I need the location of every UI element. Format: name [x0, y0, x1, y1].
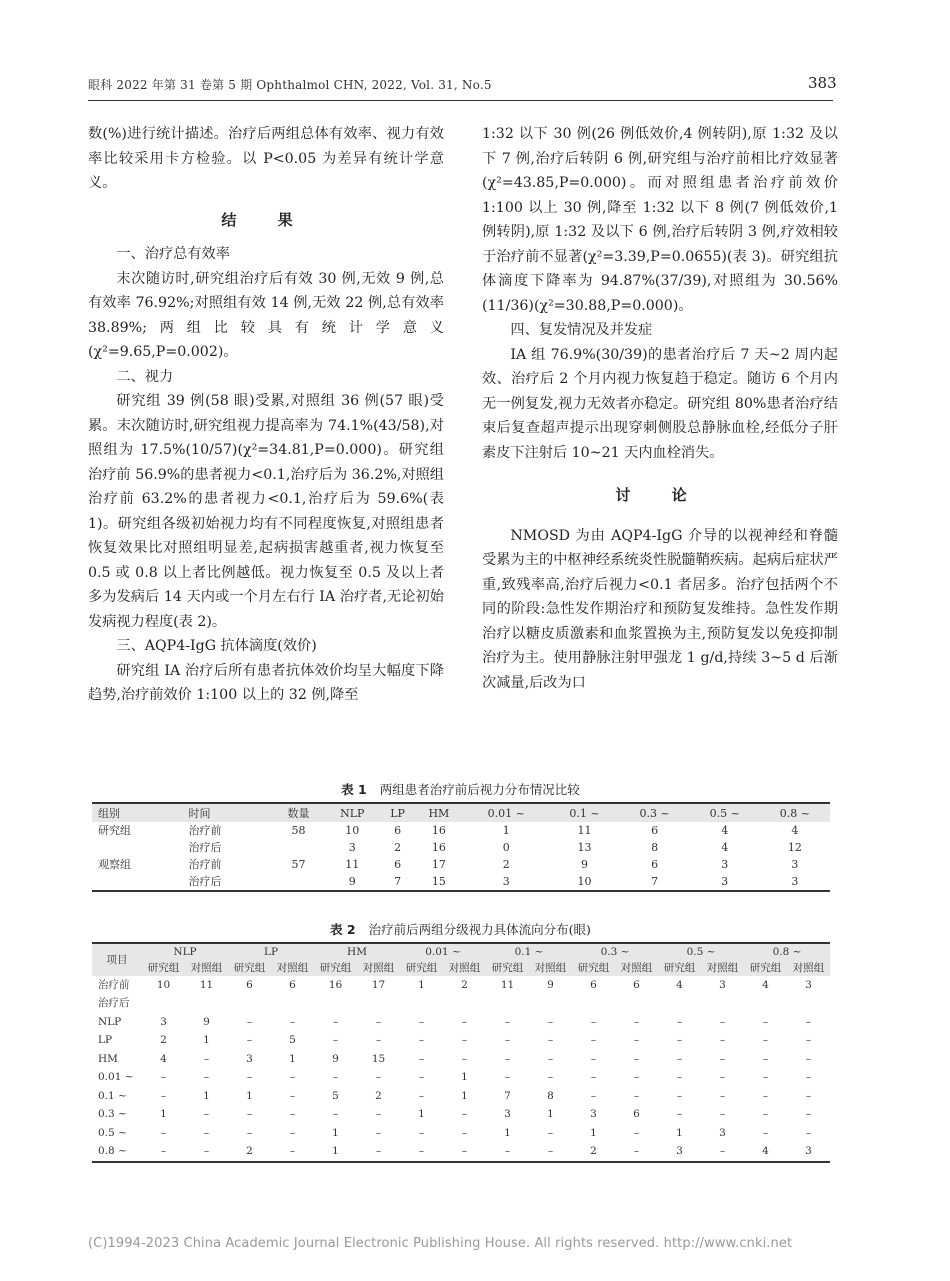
table2-cell: 3 — [719, 978, 726, 991]
paragraph: NMOSD 为由 AQP4-IgG 介导的以视神经和脊髓受累为主的中枢神经系统炎性脱髓鞘疾病。起病后症状严重,致残率高,治疗后视力<0.1 者居多。治疗包括两个不同的阶段:急性发作期治疗和预防复发维持。急性发作期治疗以糖皮质激素和血浆置换为主,预防复发以免疫抑制治疗为主。使用静脉注射甲强龙 1 g/d,持续 3~5 d 后渐次减量,后改为口 — [482, 527, 838, 691]
table2-cell: – — [805, 1052, 812, 1065]
table2-row — [92, 995, 830, 1014]
table1-caption — [88, 780, 833, 798]
table2-cell: – — [375, 1034, 382, 1047]
table2-cell: – — [805, 1089, 812, 1102]
table1-cell: 观察组 — [98, 858, 131, 871]
table2-cell: – — [418, 1089, 425, 1102]
header-rule — [88, 100, 833, 101]
table2-cell: 4 — [762, 978, 769, 991]
table2-cell: 4 — [762, 1145, 769, 1158]
table2-cell: 3 — [590, 1108, 597, 1121]
table2-cell — [314, 995, 357, 1014]
table1-cell: 15 — [431, 875, 446, 888]
table1-cell: 17 — [431, 858, 446, 871]
table2-cell: 1 — [504, 1126, 511, 1139]
table2-cell — [185, 995, 228, 1014]
table2-cell: – — [633, 1052, 640, 1065]
table2-cell: – — [160, 1145, 167, 1158]
table2-cell: 8 — [547, 1089, 554, 1102]
table2-cell: 2 — [375, 1089, 382, 1102]
table2-cell: – — [289, 1126, 296, 1139]
table2-cell: – — [762, 1015, 769, 1028]
table2-cell: – — [762, 1089, 769, 1102]
table2-cell: 3 — [805, 1145, 812, 1158]
table2-group-header: NLP — [142, 943, 228, 960]
table2-row — [92, 1124, 830, 1143]
table2-cell: – — [504, 1015, 511, 1028]
table1-cell: 11 — [345, 858, 360, 871]
table2-row — [92, 1069, 830, 1088]
table2-group-header: 0.01 ~ — [400, 943, 486, 960]
table1-cell: 9 — [581, 858, 589, 871]
table2-cell: 4 — [676, 978, 683, 991]
table1-row — [92, 873, 830, 891]
table1-cell: 12 — [787, 841, 802, 854]
table2-cell: 3 — [246, 1052, 253, 1065]
table1-header-row — [92, 803, 830, 822]
table2-cell: – — [289, 1145, 296, 1158]
table2-cell: 1 — [590, 1126, 597, 1139]
section-title-discussion: 讨 论 — [615, 486, 705, 504]
paragraph: 末次随访时,研究组治疗后有效 30 例,无效 9 例,总有效率 76.92%;对照组有效 14 例,无效 22 例,总有效率 38.89%;两组比较具有统计学意义(χ²=9.65,P=0.002)。 — [88, 270, 444, 360]
table1-row — [92, 822, 830, 839]
table1-cell: 3 — [502, 875, 510, 888]
table2-cell: – — [160, 1071, 167, 1084]
table2-cell: – — [504, 1052, 511, 1065]
table2-row — [92, 1013, 830, 1032]
table2-cell: 15 — [371, 1052, 386, 1065]
table1 — [92, 802, 830, 892]
table1-cell: 3 — [721, 858, 729, 871]
table1-header-cell: HM — [415, 803, 463, 822]
table2-cell: – — [504, 1145, 511, 1158]
table2-cell: – — [246, 1126, 253, 1139]
table1-cell: 11 — [577, 824, 592, 837]
table2-cell: – — [504, 1071, 511, 1084]
table2-cell: – — [461, 1145, 468, 1158]
table2-cell: – — [762, 1034, 769, 1047]
table2-cell: – — [633, 1145, 640, 1158]
table2-cell — [400, 995, 443, 1014]
table2-cell: – — [289, 1071, 296, 1084]
table2-cell: – — [203, 1052, 210, 1065]
table1-cell: 10 — [577, 875, 592, 888]
table2-subheader-cell: 研究组 — [400, 960, 443, 976]
table2-subheader-cell: 对照组 — [443, 960, 486, 976]
table1-cell: 57 — [291, 858, 306, 871]
table2-cell: – — [762, 1071, 769, 1084]
table2-cell: 6 — [590, 978, 597, 991]
table2-cell: – — [332, 1071, 339, 1084]
table1-cell: 7 — [394, 875, 402, 888]
table2-cell: – — [676, 1108, 683, 1121]
table2-cell: – — [547, 1145, 554, 1158]
table2-cell: 9 — [203, 1015, 210, 1028]
table2-subheader-cell: 研究组 — [486, 960, 529, 976]
table2-cell: 3 — [504, 1108, 511, 1121]
table2-cell — [228, 995, 271, 1014]
table1-cell: 研究组 — [98, 824, 131, 837]
table2-cell: 1 — [676, 1126, 683, 1139]
table2-cell: 3 — [160, 1015, 167, 1028]
table1-cell: 2 — [502, 858, 510, 871]
table1-cell: 4 — [721, 841, 729, 854]
table2-row — [92, 1106, 830, 1125]
table1-cell — [92, 873, 183, 891]
table2-subheader-cell: 对照组 — [185, 960, 228, 976]
table2-cell: 1 — [203, 1034, 210, 1047]
table1-row — [92, 839, 830, 856]
table2-subheader-row — [92, 960, 830, 976]
table2-cell: 1 — [418, 978, 425, 991]
table2-cell — [271, 995, 314, 1014]
table2-cell: – — [289, 1089, 296, 1102]
table2-cell: 11 — [500, 978, 515, 991]
table2-cell: 6 — [246, 978, 253, 991]
table2-cell: – — [805, 1108, 812, 1121]
subsection-title: 三、AQP4-IgG 抗体滴度(效价) — [116, 638, 317, 654]
table2-cell: – — [418, 1071, 425, 1084]
table2-cell: – — [805, 1126, 812, 1139]
table1-header-cell: 数量 — [273, 803, 324, 822]
table1-cell: 6 — [394, 858, 402, 871]
table1-cell — [273, 873, 324, 891]
table1-cell: 13 — [577, 841, 592, 854]
table2-cell: 治疗前 — [98, 978, 130, 991]
table2-cell: – — [246, 1108, 253, 1121]
table2-cell: 7 — [504, 1089, 511, 1102]
table2-cell — [572, 995, 615, 1014]
table2-cell: – — [375, 1145, 382, 1158]
table2-cell: – — [633, 1034, 640, 1047]
table1-header-cell: 组别 — [92, 803, 183, 822]
table2-cell: – — [461, 1034, 468, 1047]
table1-cell: 6 — [651, 824, 659, 837]
table2-subheader-cell: 研究组 — [658, 960, 701, 976]
table2-cell: 9 — [332, 1052, 339, 1065]
table2-cell: – — [676, 1015, 683, 1028]
table2-label: 表 2 — [330, 922, 356, 937]
table2-cell: – — [676, 1089, 683, 1102]
table1-cell: 治疗前 — [188, 824, 222, 837]
table2-cell: – — [160, 1126, 167, 1139]
table1-cell: 1 — [502, 824, 510, 837]
table2-cell: 1 — [160, 1108, 167, 1121]
paragraph: 数(%)进行统计描述。治疗后两组总体有效率、视力有效率比较采用卡方检验。以 P<0.05 为差异有统计学意义。 — [88, 126, 444, 191]
table1-cell: 7 — [651, 875, 659, 888]
table2-cell: – — [762, 1108, 769, 1121]
table2-row — [92, 976, 830, 995]
table2-cell: 1 — [332, 1126, 339, 1139]
table2-cell: – — [547, 1034, 554, 1047]
table2-cell: – — [805, 1015, 812, 1028]
table2-cell: 1 — [461, 1089, 468, 1102]
paragraph: 1:32 以下 30 例(26 例低效价,4 例转阴),原 1:32 及以下 7 例,治疗后转阴 6 例,研究组与治疗前相比疗效显著(χ²=43.85,P=0.000)。而对照组患者治疗前效价 1:100 以上 30 例,降至 1:32 以下 8 例(7 例低效价,1 例转阴),原 1:32 及以下 6 例,治疗后转阴 3 例,疗效相较于治疗前不显著(χ²=3.39,P=0.0655)(表 3)。研究组抗体滴度下降率为 94.87%(37/39),对照组为 30.56%(11/36)(χ²=30.88,P=0.000)。 — [482, 126, 838, 314]
table2-cell: – — [203, 1145, 210, 1158]
table1-cell: 0 — [502, 841, 510, 854]
table2-cell: 1 — [461, 1071, 468, 1084]
table2-cell: – — [332, 1108, 339, 1121]
table2-cell: – — [590, 1071, 597, 1084]
table2-cell: 17 — [371, 978, 386, 991]
table2-cell: – — [719, 1015, 726, 1028]
table1-cell: 4 — [721, 824, 729, 837]
table2-cell: – — [719, 1145, 726, 1158]
table2-cell: – — [633, 1015, 640, 1028]
table1-header-cell: 0.5 ~ — [690, 803, 760, 822]
table2-title: 治疗前后两组分级视力具体流向分布(眼) — [368, 922, 591, 937]
table2-cell: – — [418, 1034, 425, 1047]
table2-cell: – — [719, 1089, 726, 1102]
table2-cell: – — [418, 1015, 425, 1028]
table2-header-row — [92, 943, 830, 960]
table2-subheader-cell: 对照组 — [615, 960, 658, 976]
table2-cell: – — [590, 1034, 597, 1047]
left-column — [88, 122, 444, 708]
table2-cell: – — [547, 1052, 554, 1065]
table2-cell: – — [676, 1034, 683, 1047]
table2-subheader-cell: 对照组 — [529, 960, 572, 976]
table1-row — [92, 856, 830, 873]
table1-cell: 6 — [651, 858, 659, 871]
table1-cell: 2 — [394, 841, 402, 854]
table1-header-cell: NLP — [324, 803, 380, 822]
subsection-title: 二、视力 — [116, 368, 174, 385]
table2-cell: – — [805, 1071, 812, 1084]
table2-cell: NLP — [98, 1015, 122, 1028]
table2-cell: 3 — [676, 1145, 683, 1158]
table1-cell: 3 — [791, 875, 799, 888]
running-header: 眼科 2022 年第 31 卷第 5 期 Ophthalmol CHN, 2022, Vol. 31, No.5 — [88, 78, 492, 92]
paragraph: 研究组 39 例(58 眼)受累,对照组 36 例(57 眼)受累。末次随访时,研究组视力提高率为 74.1%(43/58),对照组为 17.5%(10/57)(χ²=34.81,P=0.000)。研究组治疗前 56.9%的患者视力<0.1,治疗后为 36.2%,对照组治疗前 63.2%的患者视力<0.1,治疗后为 59.6%(表 1)。研究组各级初始视力均有不同程度恢复,对照组患者恢复效果比对照组明显差,起病损害越重者,视力恢复至 0.5 或 0.8 以上者比例越低。视力恢复至 0.5 及以上者多为发病后 14 天内或一个月左右行 IA 治疗者,无论初始发病视力程度(表 2)。 — [88, 393, 444, 630]
table2-cell: – — [633, 1089, 640, 1102]
table2-cell: 2 — [160, 1034, 167, 1047]
table2-cell: 3 — [719, 1126, 726, 1139]
table2-cell: – — [590, 1089, 597, 1102]
table2-group-header: 0.5 ~ — [658, 943, 744, 960]
table2-cell: 2 — [246, 1145, 253, 1158]
table2-row — [92, 1143, 830, 1163]
table2-cell: – — [633, 1126, 640, 1139]
table2-cell: – — [160, 1089, 167, 1102]
table2-cell — [658, 995, 701, 1014]
table2-subheader-cell: 研究组 — [744, 960, 787, 976]
table2-row — [92, 1032, 830, 1051]
table2-cell: 1 — [203, 1089, 210, 1102]
table2-cell — [142, 995, 185, 1014]
table2-row — [92, 1087, 830, 1106]
table2-cell: – — [289, 1108, 296, 1121]
table1-header-cell: 时间 — [183, 803, 274, 822]
table2-subheader-cell: 对照组 — [787, 960, 830, 976]
table2 — [92, 942, 830, 1163]
table2-cell: – — [246, 1034, 253, 1047]
table1-cell: 9 — [348, 875, 356, 888]
table2-cell: – — [461, 1015, 468, 1028]
table1-cell: 3 — [791, 858, 799, 871]
table2-subheader-cell: 研究组 — [228, 960, 271, 976]
table2-cell: – — [375, 1015, 382, 1028]
table1-header-cell: 0.3 ~ — [620, 803, 690, 822]
table1-cell — [92, 839, 183, 856]
page-number: 383 — [808, 74, 837, 92]
table1-cell: 3 — [721, 875, 729, 888]
table2-cell: – — [461, 1052, 468, 1065]
table2-cell: – — [719, 1052, 726, 1065]
table2-cell: 1 — [418, 1108, 425, 1121]
table2-cell — [529, 995, 572, 1014]
table2-cell — [443, 995, 486, 1014]
table2-row — [92, 1050, 830, 1069]
table2-cell: – — [547, 1126, 554, 1139]
table1-cell: 58 — [291, 824, 306, 837]
table2-cell: – — [332, 1015, 339, 1028]
paragraph: 研究组 IA 治疗后所有患者抗体效价均呈大幅度下降趋势,治疗前效价 1:100 以上的 32 例,降至 — [88, 662, 444, 703]
table1-cell: 6 — [394, 824, 402, 837]
table2-cell: 0.1 ~ — [98, 1089, 127, 1102]
table2-cell: – — [547, 1071, 554, 1084]
table2-cell: 6 — [633, 1108, 640, 1121]
table2-cell: – — [461, 1126, 468, 1139]
table2-cell: 治疗后 — [98, 997, 130, 1010]
table2-cell: – — [289, 1015, 296, 1028]
table1-cell: 3 — [348, 841, 356, 854]
table2-caption — [88, 920, 833, 938]
table1-cell: 治疗后 — [188, 841, 222, 854]
table2-cell: 2 — [461, 978, 468, 991]
table1-label: 表 1 — [341, 782, 367, 797]
table2-cell: – — [805, 1034, 812, 1047]
table2-cell: – — [203, 1108, 210, 1121]
table2-cell: 5 — [289, 1034, 296, 1047]
table2-cell: – — [418, 1126, 425, 1139]
table2-cell: 16 — [328, 978, 343, 991]
table2-cell: 2 — [590, 1145, 597, 1158]
table2-subheader-cell: 研究组 — [572, 960, 615, 976]
table2-cell: – — [375, 1108, 382, 1121]
table2-cell: 0.3 ~ — [98, 1108, 127, 1121]
table2-subheader-cell: 研究组 — [314, 960, 357, 976]
copyright-footer: (C)1994-2023 China Academic Journal Electronic Publishing House. All rights reserved. http://www.cnki.net — [88, 1236, 793, 1251]
table2-cell — [701, 995, 744, 1014]
table2-cell: 1 — [246, 1089, 253, 1102]
subsection-title: 四、复发情况及并发症 — [510, 322, 653, 338]
table2-cell — [486, 995, 529, 1014]
table1-cell: 16 — [431, 824, 446, 837]
table2-subheader-cell: 对照组 — [271, 960, 314, 976]
section-title-results: 结 果 — [221, 210, 311, 229]
table2-cell: – — [418, 1145, 425, 1158]
table2-cell: 0.8 ~ — [98, 1145, 127, 1158]
table2-group-header: 0.1 ~ — [486, 943, 572, 960]
table2-cell: 3 — [805, 978, 812, 991]
table2-cell: – — [590, 1015, 597, 1028]
table2-cell: 6 — [289, 978, 296, 991]
table2-cell: – — [547, 1015, 554, 1028]
table1-header-cell: 0.8 ~ — [760, 803, 830, 822]
table1-header-cell: LP — [381, 803, 415, 822]
table1-header-cell: 0.01 ~ — [463, 803, 549, 822]
table1-cell: 4 — [791, 824, 799, 837]
table2-cell: 10 — [156, 978, 171, 991]
table2-cell: HM — [98, 1052, 118, 1065]
table2-cell: – — [461, 1108, 468, 1121]
table1-cell: 16 — [431, 841, 446, 854]
table2-cell: – — [418, 1052, 425, 1065]
table2-cell: – — [719, 1034, 726, 1047]
table2-group-header: HM — [314, 943, 400, 960]
table2-cell: 9 — [547, 978, 554, 991]
table2-cell: 1 — [289, 1052, 296, 1065]
table2-cell: – — [375, 1126, 382, 1139]
table2-subheader-cell: 对照组 — [357, 960, 400, 976]
table1-header-cell: 0.1 ~ — [549, 803, 619, 822]
table2-cell: 1 — [547, 1108, 554, 1121]
table2-cell — [615, 995, 658, 1014]
table2-cell: – — [762, 1052, 769, 1065]
table2-cell: 4 — [160, 1052, 167, 1065]
table2-group-header: 0.8 ~ — [744, 943, 830, 960]
table2-group-header: LP — [228, 943, 314, 960]
table2-cell — [787, 995, 830, 1014]
paragraph: IA 组 76.9%(30/39)的患者治疗后 7 天~2 周内起效、治疗后 2 个月内视力恢复趋于稳定。随访 6 个月内无一例复发,视力无效者亦稳定。研究组 80%患者治疗结束后复查超声提示出现穿刺侧股总静脉血栓,经低分子肝素皮下注射后 10~21 天内血栓消失。 — [482, 346, 838, 461]
table1-cell: 治疗后 — [188, 875, 222, 888]
table2-cell: – — [676, 1071, 683, 1084]
table2-cell: – — [762, 1126, 769, 1139]
table1-cell: 8 — [651, 841, 659, 854]
subsection-title: 一、治疗总有效率 — [116, 246, 230, 262]
table1-title: 两组患者治疗前后视力分布情况比较 — [379, 782, 580, 797]
table2-cell: 11 — [199, 978, 214, 991]
table2-subheader-cell: 研究组 — [142, 960, 185, 976]
table2-cell: – — [504, 1034, 511, 1047]
table2-cell: – — [375, 1071, 382, 1084]
table2-cell: LP — [98, 1034, 113, 1047]
table2-cell: 1 — [332, 1145, 339, 1158]
table2-subheader-cell: 对照组 — [701, 960, 744, 976]
table2-cell: 5 — [332, 1089, 339, 1102]
table2-cell: – — [203, 1071, 210, 1084]
table2-cell: – — [246, 1015, 253, 1028]
table2-cell: – — [590, 1052, 597, 1065]
table1-cell: 治疗前 — [188, 858, 222, 871]
table2-group-header: 0.3 ~ — [572, 943, 658, 960]
table2-cell — [357, 995, 400, 1014]
right-column — [482, 122, 838, 695]
table2-cell: 0.5 ~ — [98, 1126, 127, 1139]
table1-cell: 10 — [345, 824, 360, 837]
table2-cell: – — [719, 1108, 726, 1121]
table2-cell: 6 — [633, 978, 640, 991]
table2-cell — [744, 995, 787, 1014]
table2-cell: – — [719, 1071, 726, 1084]
table1-cell — [273, 839, 324, 856]
table2-item-header: 项目 — [92, 943, 142, 976]
table2-cell: – — [203, 1126, 210, 1139]
table2-cell: – — [676, 1052, 683, 1065]
table2-cell: 0.01 ~ — [98, 1071, 134, 1084]
table2-cell: – — [633, 1071, 640, 1084]
table2-cell: – — [332, 1034, 339, 1047]
table2-cell: – — [246, 1071, 253, 1084]
